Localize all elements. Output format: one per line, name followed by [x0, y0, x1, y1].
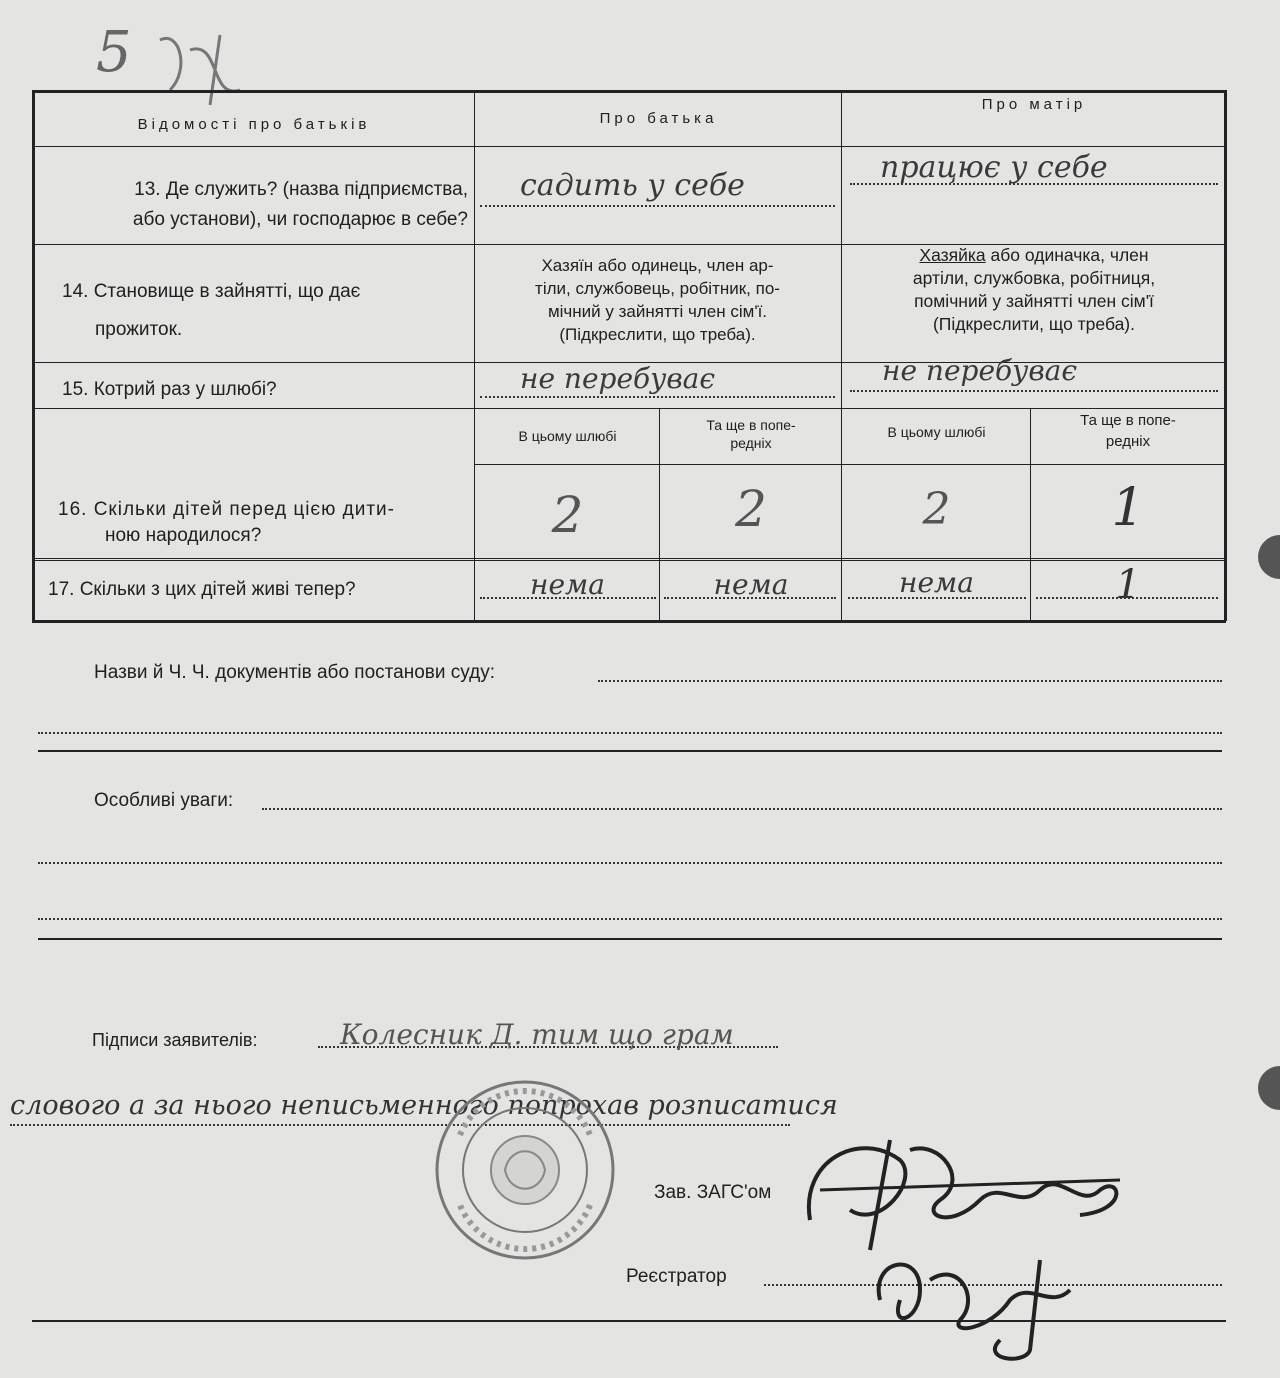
row14-father-line2: тіли, службовець, робітник, по- [535, 279, 780, 298]
corner-scribble [150, 30, 270, 110]
table-right-border [1224, 90, 1227, 621]
row17-father-prev: нема [713, 568, 789, 601]
row17-label: 17. Скільки з цих дітей живі тепер? [48, 579, 356, 600]
row14-father-text [480, 254, 835, 346]
header-father: Про батька [599, 110, 718, 127]
registrar-label: Реєстратор [626, 1266, 727, 1287]
signature-hand-underline [10, 1124, 790, 1126]
sub-father-prev [661, 416, 841, 452]
documents-label: Назви й Ч. Ч. документів або постанови суду: [94, 662, 495, 683]
row13-father-value: садить у себе [520, 168, 745, 203]
row14-mother-line3: помічний у зайнятті член сім'ї [914, 291, 1154, 311]
row14-mother-line1 [848, 244, 1220, 267]
notes-dotline-1 [262, 808, 1222, 810]
row16-mother-prev: 1 [1111, 478, 1145, 538]
header-info: Відомості про батьків [137, 116, 371, 133]
row-divider-15 [32, 408, 1226, 409]
row17-father-this: нема [530, 568, 605, 601]
table-top-border [32, 90, 1226, 93]
documents-dotline-1 [598, 680, 1222, 682]
table-bottom-border [32, 620, 1226, 623]
row15-label: 15. Котрий раз у шлюбі? [62, 379, 277, 400]
row14-father-line3: мічний у зайнятті член сім'ї. [547, 302, 768, 321]
documents-dotline-2 [38, 732, 1222, 734]
col-divider-1 [474, 90, 475, 621]
notes-separator [38, 938, 1222, 940]
sub-father-prev-line2: редніх [730, 435, 772, 451]
sub-mother-this: В цьому шлюбі [887, 424, 986, 440]
row16-mother-this: 2 [922, 484, 951, 535]
official-seal [430, 1075, 620, 1265]
row14-mother-line1-rest: або одиначка, член [985, 245, 1149, 265]
zags-label: Зав. ЗАГС'ом [654, 1182, 772, 1203]
sub-mother-prev-line2: редніх [1105, 433, 1151, 450]
row14-father-line1: Хазяїн або одинець, член ар- [541, 256, 774, 275]
row13-father-dotline [480, 205, 835, 207]
row15-father-value: не перебуває [520, 362, 716, 395]
row15-mother-value: не перебуває [882, 354, 1078, 387]
row14-label-line2: прожиток. [95, 319, 183, 340]
notes-dotline-3 [38, 918, 1222, 920]
corner-mark: 5 [96, 20, 132, 85]
sub-mother-prev-line1: Та ще в попе- [1080, 412, 1176, 429]
table-left-border [32, 90, 35, 621]
row16-father-this: 2 [551, 486, 584, 544]
notes-dotline-2 [38, 862, 1222, 864]
row13-mother-value: працює у себе [880, 150, 1108, 185]
registrar-signature [860, 1240, 1120, 1370]
col-divider-father-sub [659, 408, 660, 621]
row15-father-dotline [480, 396, 835, 398]
signatures-label: Підписи заявителів: [92, 1030, 258, 1050]
row15-mother-dotline [850, 390, 1218, 392]
row14-mother-line2: артіли, службовка, робітниця, [912, 268, 1156, 288]
sub-father-this: В цьому шлюбі [518, 428, 617, 444]
row16-father-prev: 2 [735, 480, 767, 538]
row16-label-line2: ною народилося? [105, 525, 262, 546]
row14-mother-text [848, 244, 1220, 336]
row-divider-header [32, 146, 1226, 147]
row-divider-16 [32, 558, 1226, 561]
row17-mother-this: нема [899, 566, 974, 599]
sub-mother-prev [1032, 410, 1224, 452]
row14-mother-underlined: Хазяйка [919, 245, 986, 265]
row13-label-line2: або установи), чи господарює в себе? [132, 209, 468, 230]
notes-label: Особливі уваги: [94, 790, 234, 811]
header-mother: Про матір [981, 96, 1087, 113]
row17-mother-prev: 1 [1115, 562, 1141, 608]
col-divider-mother-sub [1030, 408, 1031, 621]
punch-hole-1 [1258, 535, 1280, 579]
signature-hand-line2: слового а за нього неписьменного попрохав розписатися [10, 1090, 838, 1121]
documents-separator [38, 750, 1222, 752]
head-signature [780, 1120, 1180, 1260]
page-bottom-line [32, 1320, 1226, 1322]
row-divider-sub [474, 464, 1226, 465]
row14-mother-line4: (Підкреслити, що треба). [932, 314, 1135, 334]
row14-label-line1: 14. Становище в зайнятті, що дає [62, 281, 361, 302]
signature-hand-line1: Колесник Д. тим що грам [340, 1018, 734, 1051]
sub-father-prev-line1: Та ще в попе- [706, 417, 796, 433]
row14-father-line4: (Підкреслити, що треба). [559, 325, 756, 344]
col-divider-2 [841, 90, 842, 621]
row13-label-line1: 13. Де служить? (назва підприємства, [134, 179, 468, 200]
punch-hole-2 [1258, 1066, 1280, 1110]
row16-label-line1: 16. Скільки дітей перед цією дити- [58, 499, 395, 520]
